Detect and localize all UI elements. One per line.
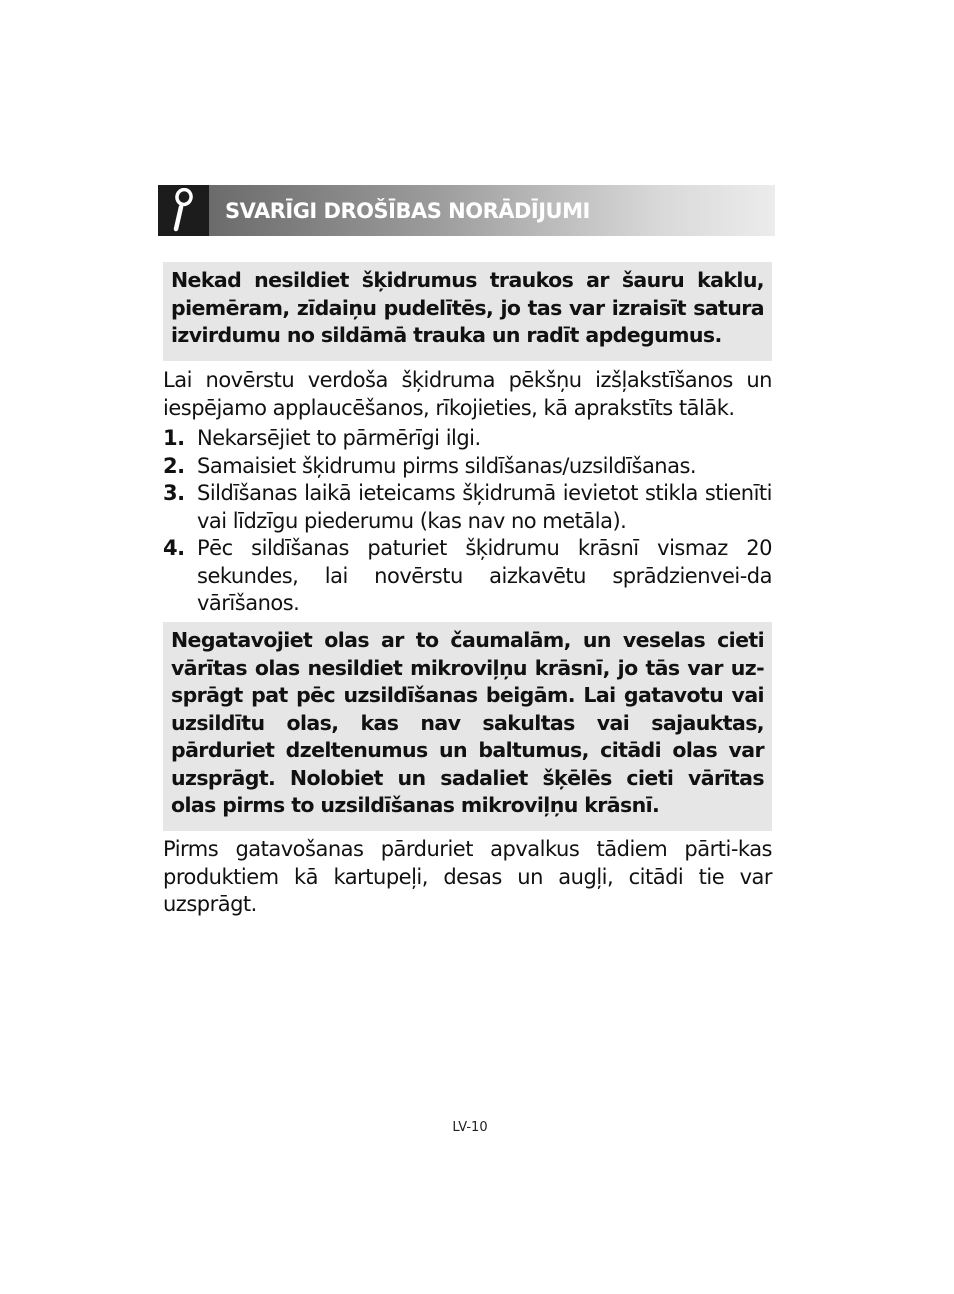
- step-item: [163, 480, 772, 535]
- step-text: Sildīšanas laikā ieteicams šķidrumā ievietot stikla stienīti vai līdzīgu piederumu (kas nav no metāla).: [197, 481, 772, 533]
- header-band: [209, 185, 775, 236]
- steps-list: [163, 425, 772, 618]
- step-number: 2.: [163, 453, 185, 478]
- page-title: SVARĪGI DROŠĪBAS NORĀDĪJUMI: [225, 198, 590, 223]
- step-number: 4.: [163, 536, 185, 560]
- step-number: 3.: [163, 481, 185, 505]
- page-number: LV-10: [452, 1120, 488, 1135]
- step-text: Nekarsējiet to pārmērīgi ilgi.: [197, 426, 481, 450]
- closing-paragraph: Pirms gatavošanas pārduriet apvalkus tādiem pārti-kas produktiem kā kartupeļi, desas un augļi, citādi tie var uzsprāgt.: [163, 837, 772, 916]
- step-item: [163, 425, 772, 453]
- info-icon: [158, 185, 209, 236]
- step-text: Samaisiet šķidrumu pirms sildīšanas/uzsildīšanas.: [197, 453, 697, 478]
- warning-box-eggs: Negatavojiet olas ar to čaumalām, un veselas cieti vārītas olas nesildiet mikroviļņu krāsnī, jo tās var uz-sprāgt pat pēc uzsildīšanas beigām. Lai gatavotu vai uzsildītu olas, kas nav sakultas vai sajauktas, pārduriet dzeltenumus un baltumus, citādi olas var uzsprāgt. Nolobiet un sadaliet šķēlēs cieti vārītas olas pirms to uzsildīšanas mikroviļņu krāsnī.: [163, 622, 772, 831]
- step-item: [163, 453, 772, 481]
- warning-box-liquids: Nekad nesildiet šķidrumus traukos ar šauru kaklu, piemēram, zīdaiņu pudelītēs, jo tas var izraisīt satura izvirdumu no sildāmā trauka un radīt apdegumus.: [163, 262, 772, 361]
- step-text: Pēc sildīšanas paturiet šķidrumu krāsnī vismaz 20 sekundes, lai novērstu aizkavētu sprādzienvei-da vārīšanos.: [197, 536, 772, 615]
- intro-paragraph: Lai novērstu verdoša šķidruma pēkšņu izšļakstīšanos un iespējamo applaucēšanos, rīkojieties, kā aprakstīts tālāk.: [163, 368, 772, 420]
- step-number: 1.: [163, 426, 185, 450]
- step-item: [163, 535, 772, 618]
- section-header: [158, 185, 775, 236]
- info-glyph: [168, 188, 198, 233]
